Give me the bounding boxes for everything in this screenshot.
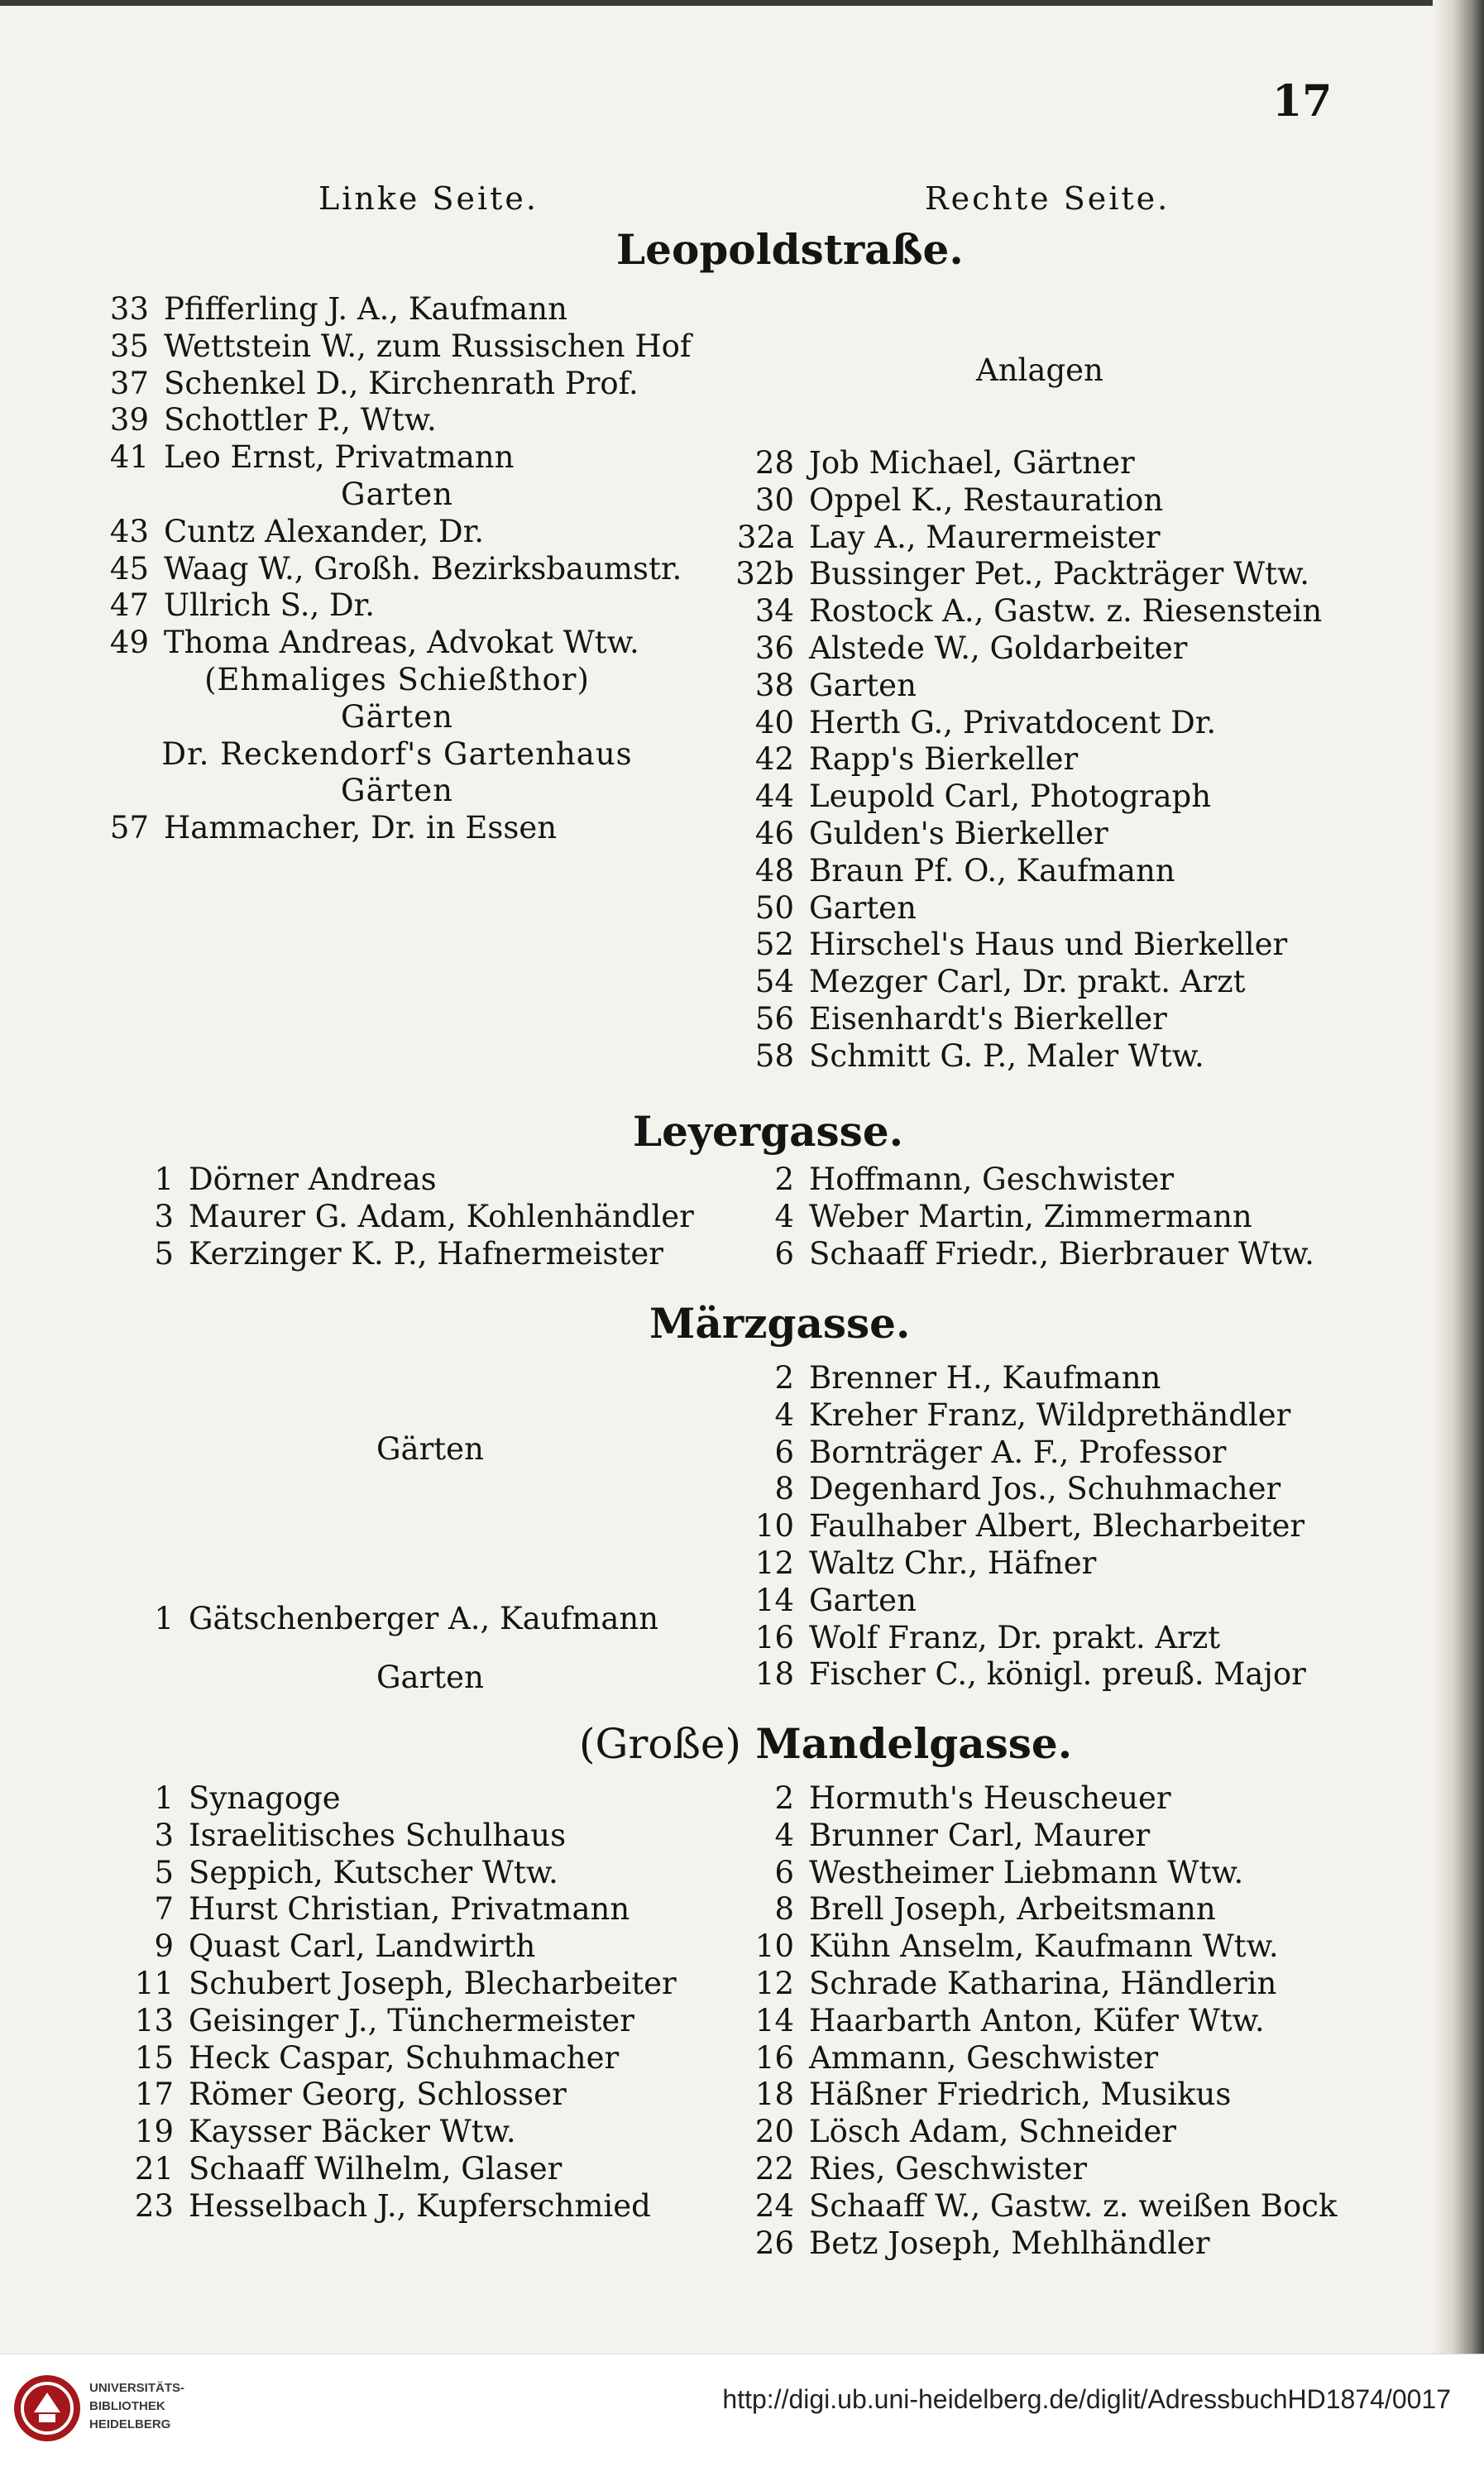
list-item [728,1780,1373,1818]
house-number: 2 [774,1780,794,1816]
house-number: 6 [774,1235,794,1272]
entry-text: Ammann, Geschwister [809,2039,1159,2076]
house-number: 24 [754,2187,794,2224]
house-number: 34 [754,593,794,630]
list-item [108,1199,769,1236]
entry-text: Weber Martin, Zimmermann [809,1198,1252,1234]
house-number: 41 [109,439,149,476]
entry-text: Schubert Joseph, Blecharbeiter [189,1965,677,2001]
list-item [728,1236,1373,1273]
house-number: 6 [774,1434,794,1470]
list-item [83,366,744,403]
list-item [728,2114,1373,2151]
house-number: 5 [154,1854,174,1890]
list-item [108,1780,769,1818]
entry-text: Leo Ernst, Privatmann [164,439,515,476]
entry-text: Job Michael, Gärtner [809,445,1135,481]
house-number: 45 [109,550,149,587]
entry-text: Schenkel D., Kirchenrath Prof. [164,365,639,401]
entry-text: Schrade Katharina, Händlerin [809,1965,1277,2001]
entry-text: Schaaff Friedr., Bierbrauer Wtw. [809,1235,1314,1272]
entry-text: Waag W., Großh. Bezirksbaumstr. [164,550,682,587]
entry-text: Ullrich S., Dr. [164,587,376,624]
house-number: 44 [754,778,794,815]
list-item [108,1818,769,1855]
entry-text: Maurer G. Adam, Kohlenhändler [189,1198,694,1234]
house-number: 19 [134,2114,174,2150]
list-item [728,1471,1373,1508]
maerzgasse-garten-note: Garten [376,1660,484,1695]
list-item [728,1435,1373,1472]
house-number: 22 [754,2150,794,2187]
entry-text: Fischer C., königl. preuß. Major [809,1656,1306,1693]
logo-line: BIBLIOTHEK [89,2399,165,2413]
list-item [728,778,1373,816]
house-number: 40 [754,704,794,740]
entry-text: Waltz Chr., Häfner [809,1545,1097,1581]
entry-text: Lay A., Maurermeister [809,519,1161,555]
entry-text: Schottler P., Wtw. [164,402,437,438]
list-item [108,2151,769,2188]
left-side-header: Linke Seite. [318,180,539,217]
entry-text: Degenhard Jos., Schuhmacher [809,1471,1281,1507]
house-number: 2 [774,1162,794,1197]
house-number: 10 [754,1928,794,1965]
house-number: 9 [154,1928,174,1965]
house-number: 18 [754,2077,794,2113]
entry-text: Wettstein W., zum Russischen Hof [164,328,692,364]
list-item [728,1038,1373,1075]
entry-text: Gärten [341,773,453,809]
list-item [728,2188,1373,2225]
list-item [728,1199,1373,1236]
digital-source-link[interactable]: http://digi.ub.uni-heidelberg.de/diglit/AdressbuchHD1874/0017 [722,2384,1451,2414]
list-item [83,439,744,477]
house-number: 46 [754,815,794,851]
list-item [728,2151,1373,2188]
list-item [728,890,1373,927]
list-item [728,1162,1373,1199]
house-number: 30 [754,481,794,518]
list-item [83,328,744,366]
entry-text: Garten [809,1582,917,1618]
house-number: 28 [754,445,794,481]
list-item [728,2225,1373,2263]
house-number: 56 [754,1000,794,1037]
entry-text: Dörner Andreas [189,1162,437,1197]
house-number: 4 [774,1817,794,1853]
house-number: 32b [735,556,794,592]
entry-text: Brunner Carl, Maurer [809,1817,1151,1853]
logo-line: UNIVERSITÄTS- [89,2381,185,2395]
entry-text: Brenner H., Kaufmann [809,1360,1161,1396]
house-number: 1 [154,1162,174,1197]
entry-text: Garten [341,476,453,512]
house-number: 2 [774,1360,794,1396]
list-item [728,2077,1373,2114]
mandelgasse-right-list [728,1780,1373,2262]
list-item [728,1928,1373,1966]
house-number: 37 [109,365,149,401]
house-number: 3 [154,1198,174,1234]
house-number: 54 [754,964,794,1000]
book-spine-shadow [1433,0,1484,2354]
entry-text: Hurst Christian, Privatmann [189,1891,630,1928]
list-item [108,2077,769,2114]
list-item [728,1656,1373,1693]
entry-text: Hesselbach J., Kupferschmied [189,2187,651,2224]
entry-text: Eisenhardt's Bierkeller [809,1000,1167,1037]
street-title-prefix: (Große) [579,1720,741,1768]
entry-text: Kaysser Bäcker Wtw. [189,2114,516,2150]
entry-text: Westheimer Liebmann Wtw. [809,1854,1244,1890]
house-number: 23 [134,2187,174,2224]
list-item [728,445,1373,482]
entry-text: Hirschel's Haus und Bierkeller [809,927,1288,963]
street-title-leyergasse: Leyergasse. [633,1107,904,1156]
list-note [83,662,711,699]
street-title-leopoldstrasse: Leopoldstraße. [616,225,964,274]
entry-text: Faulhaber Albert, Blecharbeiter [809,1508,1305,1545]
list-item [728,2040,1373,2077]
entry-text: Mezger Carl, Dr. prakt. Arzt [809,964,1246,1000]
entry-text: Ries, Geschwister [809,2150,1088,2187]
house-number: 6 [774,1854,794,1890]
house-number: 48 [754,852,794,889]
entry-text: Garten [809,889,917,926]
house-number: 8 [774,1471,794,1507]
leopoldstrasse-right-list [728,445,1373,1075]
list-note [83,477,711,514]
house-number: 47 [109,587,149,624]
entry-text: Hormuth's Heuscheuer [809,1780,1171,1816]
logo-line: HEIDELBERG [89,2417,171,2431]
entry-text: Gätschenberger A., Kaufmann [189,1601,659,1636]
list-note [83,736,711,774]
entry-text: Lösch Adam, Schneider [809,2114,1176,2150]
house-number: 43 [109,513,149,549]
list-item [728,1508,1373,1545]
list-note [83,699,711,736]
house-number: 32a [736,519,794,555]
house-number: 10 [754,1508,794,1545]
entry-text: Thoma Andreas, Advokat Wtw. [164,625,639,661]
university-library-logo-icon [12,2373,83,2444]
house-number: 14 [754,2002,794,2038]
list-item [728,927,1373,964]
house-number: 7 [154,1891,174,1928]
house-number: 18 [754,1656,794,1693]
leyergasse-left-list [108,1162,769,1272]
page-number: 17 [1272,76,1333,127]
list-item [728,853,1373,890]
list-item [83,810,744,847]
house-number: 4 [774,1396,794,1433]
list-note [83,773,711,810]
entry-text: Geisinger J., Tünchermeister [189,2002,634,2038]
house-number: 26 [754,2225,794,2261]
entry-text: Heck Caspar, Schuhmacher [189,2039,620,2076]
entry-text: Häßner Friedrich, Musikus [809,2077,1232,2113]
list-item [728,1855,1373,1892]
list-item [728,1891,1373,1928]
list-item [728,1620,1373,1657]
house-number: 4 [774,1198,794,1234]
list-item [728,816,1373,853]
list-item [728,741,1373,778]
entry-text: Römer Georg, Schlosser [189,2077,567,2113]
list-item [728,630,1373,668]
entry-text: Dr. Reckendorf's Gartenhaus [161,735,633,772]
house-number: 16 [754,2039,794,2076]
entry-text: Haarbarth Anton, Küfer Wtw. [809,2002,1265,2038]
list-item [108,1162,769,1199]
entry-text: Synagoge [189,1780,341,1816]
maerzgasse-left-entry [108,1601,658,1638]
house-number: 8 [774,1891,794,1928]
list-item [108,1928,769,1966]
list-item [83,291,744,328]
list-item [108,1966,769,2003]
house-number: 39 [109,402,149,438]
list-item [728,1360,1373,1397]
list-item [728,520,1373,557]
house-number: 16 [754,1619,794,1655]
house-number: 14 [754,1582,794,1618]
list-item [83,514,744,551]
house-number: 1 [154,1601,174,1636]
house-number: 33 [109,291,149,327]
entry-text: Wolf Franz, Dr. prakt. Arzt [809,1619,1221,1655]
list-item [83,587,744,625]
list-item [728,482,1373,520]
maerzgasse-gaerten-note: Gärten [376,1431,484,1467]
house-number: 36 [754,630,794,666]
list-item [108,1236,769,1273]
street-title-maerzgasse: Märzgasse. [649,1299,911,1348]
entry-text: Kreher Franz, Wildprethändler [809,1396,1291,1433]
street-title-mandelgasse [579,1719,1072,1768]
entry-text: Pfifferling J. A., Kaufmann [164,291,567,327]
list-item [728,964,1373,1001]
entry-text: Bornträger A. F., Professor [809,1434,1227,1470]
entry-text: Schaaff W., Gastw. z. weißen Bock [809,2187,1338,2224]
entry-text: Quast Carl, Landwirth [189,1928,536,1965]
scan-top-edge [0,0,1484,6]
list-item [728,1583,1373,1620]
entry-text: Rostock A., Gastw. z. Riesenstein [809,593,1323,630]
list-item [108,2188,769,2225]
list-item [728,668,1373,705]
house-number: 12 [754,1965,794,2001]
mandelgasse-left-list [108,1780,769,2225]
list-item [83,551,744,588]
list-item [728,1397,1373,1435]
leopoldstrasse-anlagen-note: Anlagen [976,352,1103,388]
entry-text: Gärten [341,698,453,735]
entry-text: Gulden's Bierkeller [809,815,1108,851]
entry-text: Schaaff Wilhelm, Glaser [189,2150,562,2187]
list-item [728,1818,1373,1855]
list-item [108,2040,769,2077]
list-item [728,705,1373,742]
list-item [728,556,1373,593]
entry-text: Rapp's Bierkeller [809,741,1079,778]
list-item [728,1545,1373,1583]
list-item [83,402,744,439]
list-item [108,2003,769,2040]
entry-text: Betz Joseph, Mehlhändler [809,2225,1210,2261]
house-number: 49 [109,625,149,661]
street-title-name: Mandelgasse. [755,1719,1073,1768]
entry-text: Brell Joseph, Arbeitsmann [809,1891,1216,1928]
entry-text: Alstede W., Goldarbeiter [809,630,1188,666]
entry-text: Kerzinger K. P., Hafnermeister [189,1235,663,1272]
entry-text: Hoffmann, Geschwister [809,1162,1175,1197]
house-number: 3 [154,1817,174,1853]
entry-text: (Ehmaliges Schießthor) [204,661,590,697]
house-number: 15 [134,2039,174,2076]
list-item [728,1966,1373,2003]
entry-text: Bussinger Pet., Packträger Wtw. [809,556,1309,592]
house-number: 57 [109,810,149,846]
house-number: 58 [754,1037,794,1074]
house-number: 5 [154,1235,174,1272]
house-number: 11 [134,1965,174,2001]
house-number: 1 [154,1780,174,1816]
house-number: 42 [754,741,794,778]
entry-text: Herth G., Privatdocent Dr. [809,704,1217,740]
list-item [108,2114,769,2151]
entry-text: Garten [809,667,917,703]
list-item [108,1891,769,1928]
library-logo-text [89,2379,184,2434]
entry-text: Hammacher, Dr. in Essen [164,810,558,846]
house-number: 12 [754,1545,794,1581]
house-number: 20 [754,2114,794,2150]
house-number: 50 [754,889,794,926]
entry-text: Leupold Carl, Photograph [809,778,1212,815]
maerzgasse-right-list [728,1360,1373,1693]
leyergasse-right-list [728,1162,1373,1272]
house-number: 13 [134,2002,174,2038]
house-number: 52 [754,927,794,963]
list-item [728,1001,1373,1038]
list-item [108,1855,769,1892]
list-item [728,2003,1373,2040]
entry-text: Oppel K., Restauration [809,481,1164,518]
entry-text: Cuntz Alexander, Dr. [164,513,485,549]
entry-text: Schmitt G. P., Maler Wtw. [809,1037,1204,1074]
list-item [83,625,744,662]
entry-text: Israelitisches Schulhaus [189,1817,567,1853]
house-number: 38 [754,667,794,703]
house-number: 17 [134,2077,174,2113]
entry-text: Kühn Anselm, Kaufmann Wtw. [809,1928,1279,1965]
house-number: 35 [109,328,149,364]
leopoldstrasse-left-list [83,291,744,847]
entry-text: Seppich, Kutscher Wtw. [189,1854,558,1890]
house-number: 21 [134,2150,174,2187]
right-side-header: Rechte Seite. [925,180,1170,217]
list-item [728,593,1373,630]
entry-text: Braun Pf. O., Kaufmann [809,852,1175,889]
